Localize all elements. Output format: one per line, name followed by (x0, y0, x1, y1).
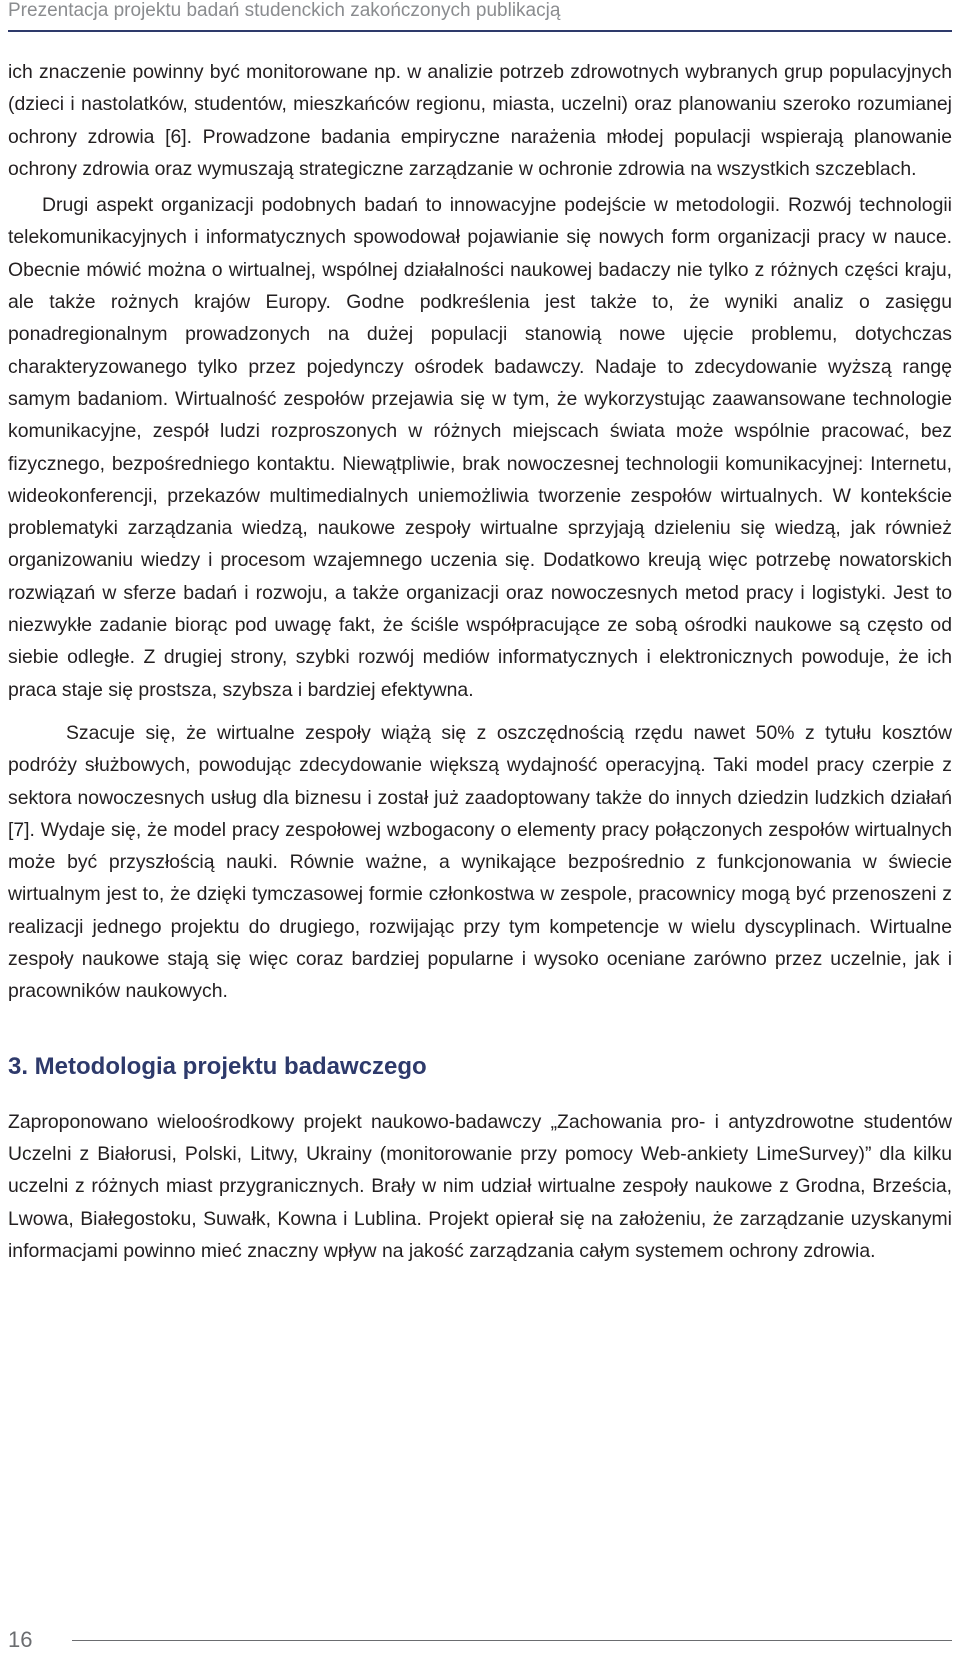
paragraph: Zaproponowano wieloośrodkowy projekt naukowo-badawczy „Zachowania pro- i antyzdrowotne studentów Uczelni z Białorusi, Polski, Litwy, Ukrainy (monitorowanie przy pomocy Web-ankiety LimeSurvey)” dla kilku uczelni z różnych miast przygranicznych. Brały w nim udział wirtualne zespoły naukowe z Grodna, Brześcia, Lwowa, Białegostoku, Suwałk, Kowna i Lublina. Projekt opierał się na założeniu, że zarządzanie uzyskanymi informacjami powinno mieć znaczny wpływ na jakość zarządzania całym systemem ochrony zdrowia. (8, 1110, 952, 1262)
footer-rule (72, 1640, 952, 1641)
paragraph: Szacuje się, że wirtualne zespoły wiążą się z oszczędnością rzędu nawet 50% z tytułu kosztów podróży służbowych, powodując zdecydowanie większą wydajność operacyjną. Taki model pracy czerpie z sektora nowoczesnych usług dla biznesu i został już zaadoptowany także do innych dziedzin ludzkich działań [7]. Wydaje się, że model pracy zespołowej wzbogacony o elementy pracy połączonych zespołów wirtualnych może być przyszłością nauki. Równie ważne, a wynikające bezpośrednio z funkcjonowania w świecie wirtualnym jest to, że dzięki tymczasowej formie członkostwa w zespole, pracownicy mogą być przenoszeni z realizacji jednego projektu do drugiego, rozwijając przy tym kompetencje w wielu dyscyplinach. Wirtualne zespoły naukowe stają się więc coraz bardziej popularne i wysoko oceniane zarówno przez uczelnie, jak i pracowników naukowych. (8, 721, 952, 1003)
paragraph: Drugi aspekt organizacji podobnych badań to innowacyjne podejście w metodologii. Rozwój technologii telekomunikacyjnych i informatycznych spowodował pojawianie się nowych form organizacji pracy w nauce. Obecnie mówić można o wirtualnej, wspólnej działalności naukowej badaczy nie tylko z różnych części kraju, ale także rożnych krajów Europy. Godne podkreślenia jest także to, że wyniki analiz o zasięgu ponadregionalnym prowadzonych na dużej populacji stanowią nowe ujęcie problemu, dotychczas charakteryzowanego tylko przez pojedynczy ośrodek badawczy. Nadaje to zdecydowanie wyższą rangę samym badaniom. Wirtualność zespołów przejawia się w tym, że wykorzystując zaawansowane technologie komunikacyjne, zespół ludzi rozproszonych w różnych miejscach świata może wspólnie pracować, bez fizycznego, bezpośredniego kontaktu. Niewątpliwie, brak nowoczesnej technologii komunikacyjnej: Internetu, wideokonferencji, przekazów multimedialnych uniemożliwia tworzenie zespołów wirtualnych. W kontekście problematyki zarządzania wiedzą, naukowe zespoły wirtualne sprzyjają dzieleniu się wiedzą, jak również organizowaniu wiedzy i procesom wzajemnego uczenia się. Dodatkowo kreują więc potrzebę nowatorskich rozwiązań w sferze badań i rozwoju, a także organizacji oraz nowoczesnych metod pracy i logistyki. Jest to niezwykłe zadanie biorąc pod uwagę fakt, że ściśle współpracujące ze sobą ośrodki naukowe są często od siebie odległe. Z drugiej strony, szybki rozwój mediów informatycznych i elektronicznych powoduje, że ich praca staje się prostsza, szybsza i bardziej efektywna. (8, 194, 952, 701)
section-heading: 3. Metodologia projektu badawczego (8, 1052, 427, 1080)
page-footer (8, 1626, 952, 1656)
page-number: 16 (8, 1627, 33, 1652)
running-title: Prezentacja projektu badań studenckich zakończonych publikacją (8, 0, 561, 21)
document-body (8, 56, 952, 1267)
paragraph: ich znaczenie powinny być monitorowane np. w analizie potrzeb zdrowotnych wybranych grup populacyjnych (dzieci i nastolatków, studentów, mieszkańców regionu, miasta, uczelni) oraz planowaniu szeroko rozumianej ochrony zdrowia [6]. Prowadzone badania empiryczne narażenia młodej populacji wspierają planowanie ochrony zdrowia oraz wymuszają strategiczne zarządzanie w ochronie zdrowia na wszystkich szczeblach. (8, 61, 952, 180)
page-header (8, 0, 952, 32)
